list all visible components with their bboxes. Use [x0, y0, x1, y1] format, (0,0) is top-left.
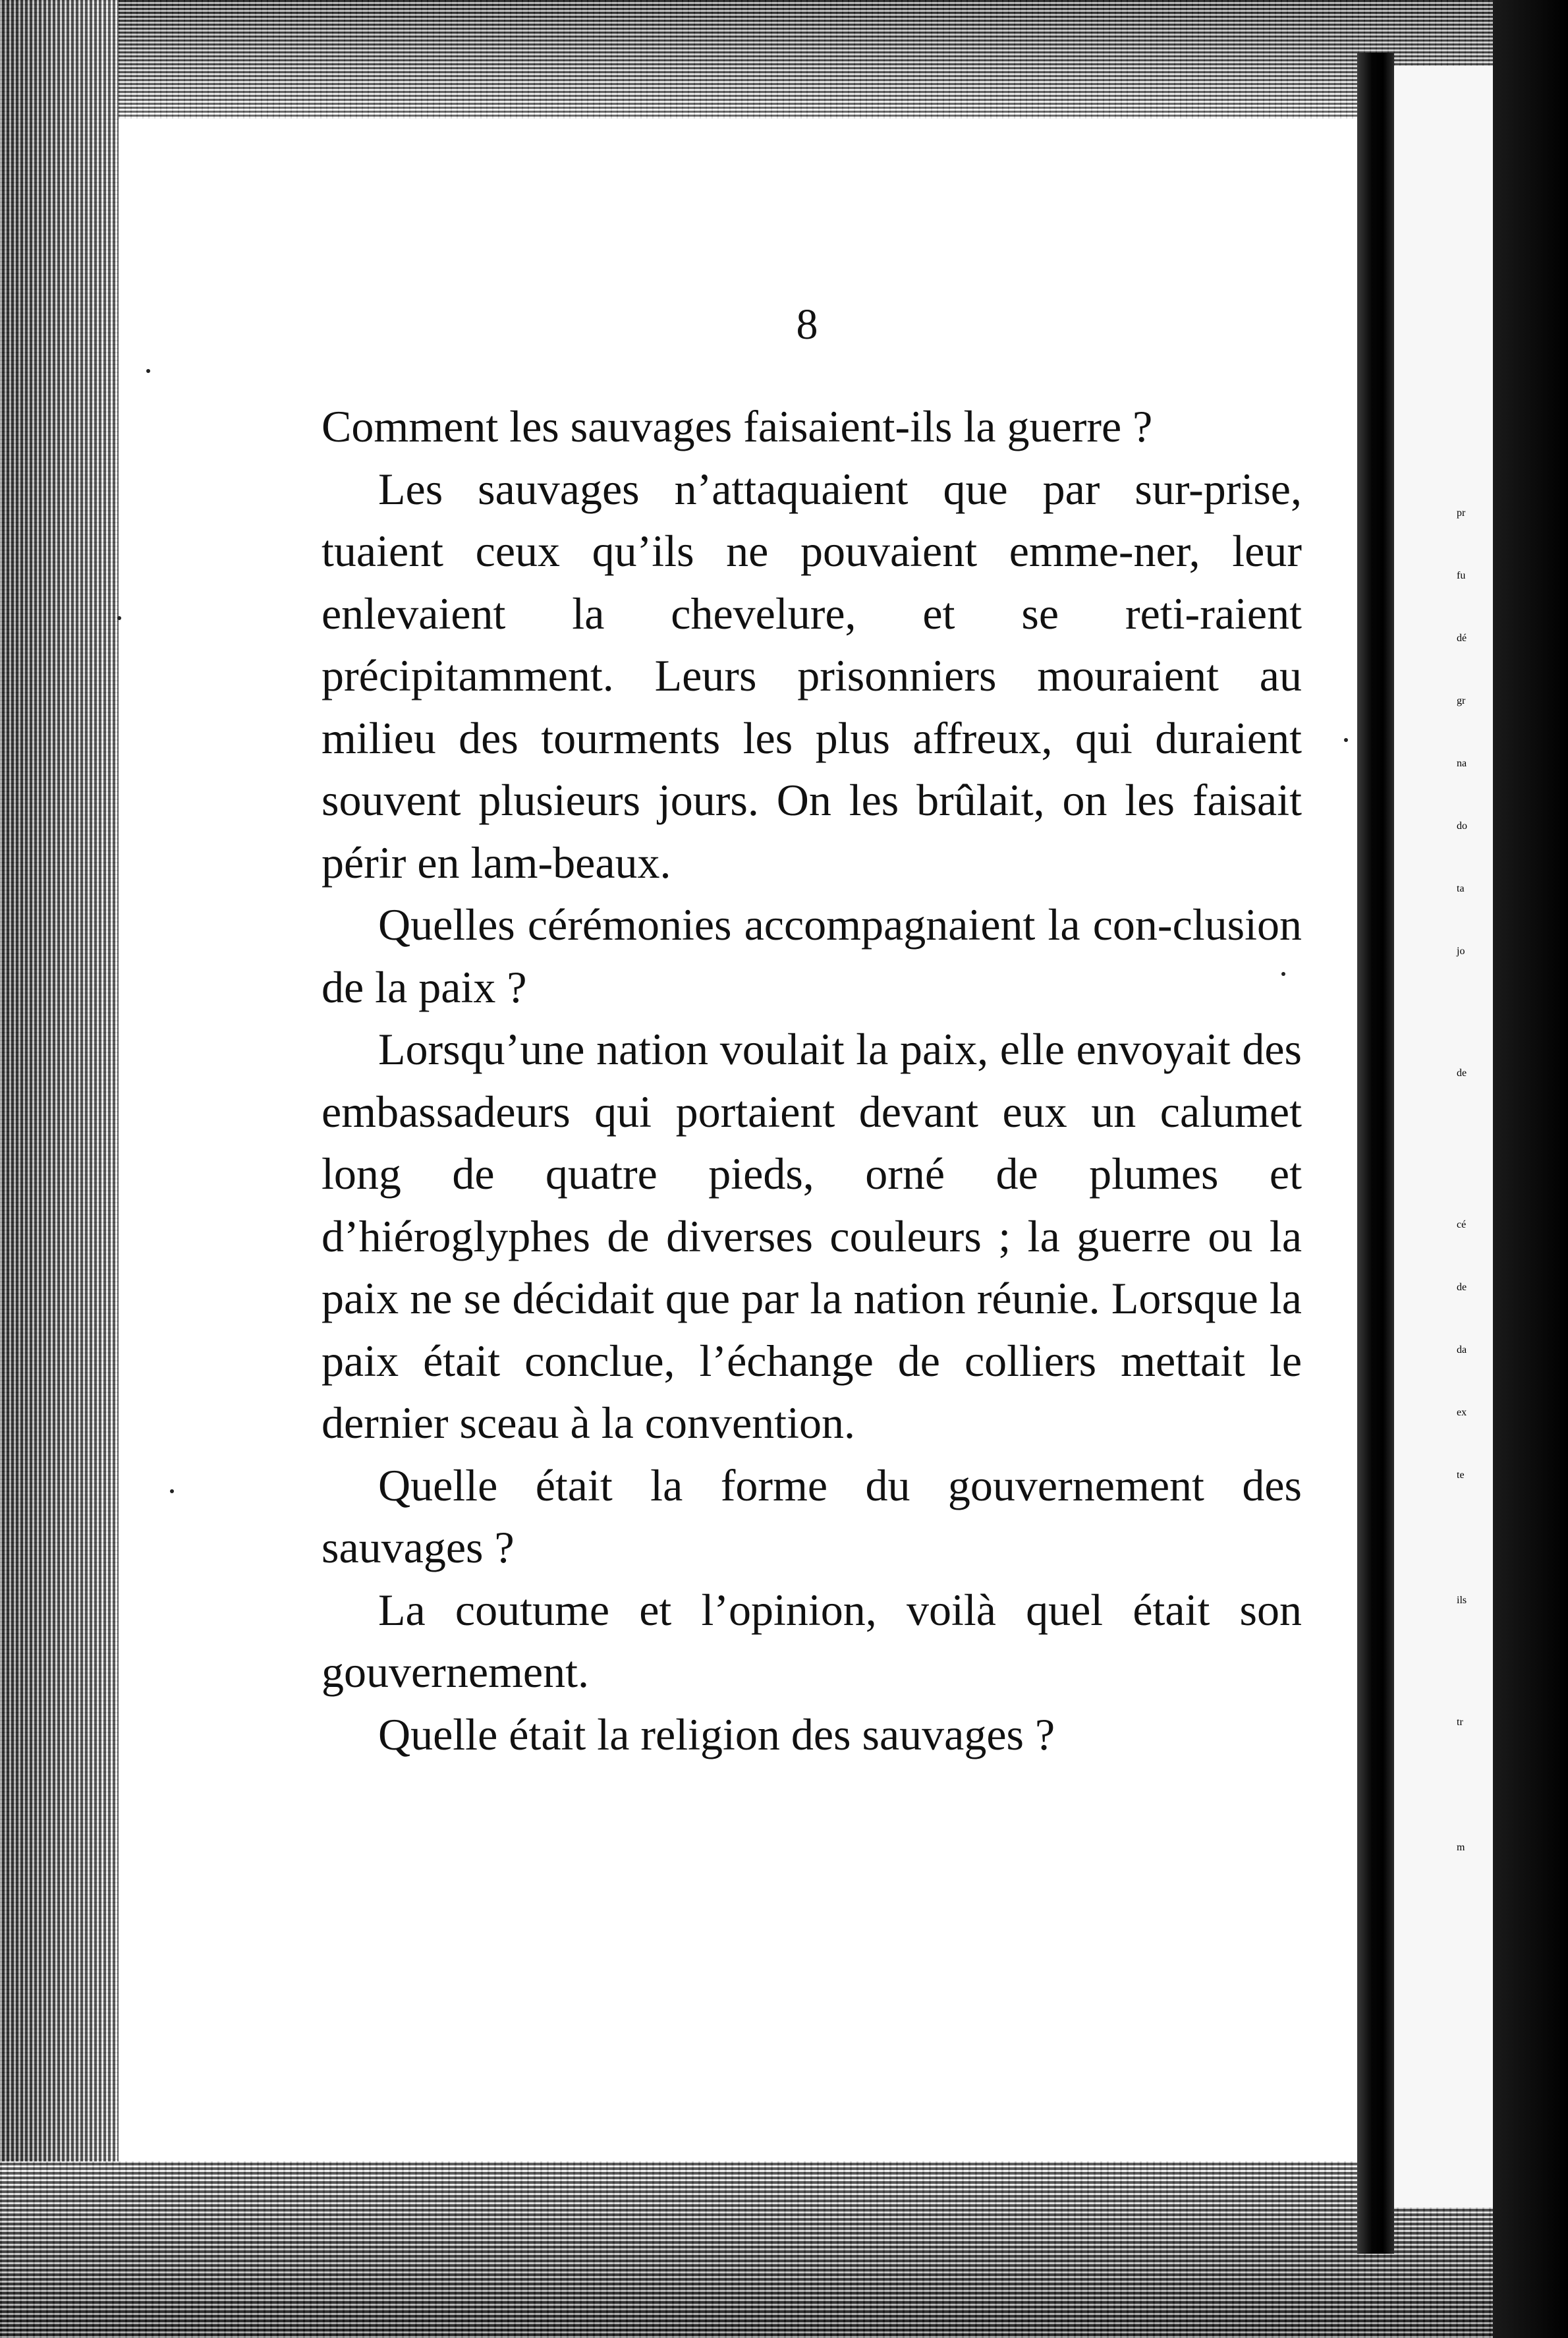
- facing-fragment: de: [1457, 1068, 1467, 1079]
- facing-page-text-clip: [1394, 0, 1493, 2338]
- question-paragraph: Quelles cérémonies accompagnaient la con-clusion de la paix ?: [322, 899, 1302, 1012]
- question-paragraph: Quelle était la forme du gouvernement des sauvages ?: [322, 1460, 1302, 1572]
- facing-fragment: na: [1457, 758, 1467, 769]
- facing-fragment: gr: [1457, 695, 1466, 706]
- scan-noise-bottom: [0, 2161, 1568, 2338]
- scan-edge-right: [1493, 0, 1568, 2338]
- scan-speck: [170, 1489, 174, 1493]
- scan-speck: [146, 369, 150, 373]
- scan-speck: [1344, 738, 1348, 742]
- facing-fragment: dé: [1457, 633, 1467, 644]
- question-paragraph: Quelle était la religion des sauvages ?: [378, 1709, 1055, 1759]
- facing-fragment: ta: [1457, 883, 1465, 894]
- question-paragraph: Comment les sauvages faisaient-ils la guerre ?: [322, 401, 1153, 451]
- facing-fragment: jo: [1457, 946, 1465, 957]
- facing-fragment: de: [1457, 1282, 1467, 1293]
- answer-paragraph: Lorsqu’une nation voulait la paix, elle envoyait des embassadeurs qui portaient devant eux un calumet long de quatre pieds, orné de plumes et d’hiéroglyphes de diverses couleurs ; la guerre ou la paix ne se décidait que par la nation réunie. Lorsque la paix était conclue, l’échange de colliers mettait le dernier sceau à la convention.: [322, 1024, 1302, 1448]
- facing-fragment: ils: [1457, 1595, 1467, 1606]
- answer-paragraph: Les sauvages n’attaquaient que par sur-prise, tuaient ceux qu’ils ne pouvaient emme-ner, leur enlevaient la chevelure, et se reti-raient précipitamment. Leurs prisonniers mouraient au milieu des tourments les plus affreux, qui duraient souvent plusieurs jours. On les brûlait, on les faisait périr en lam-beaux.: [322, 463, 1302, 888]
- facing-fragment: da: [1457, 1344, 1467, 1355]
- facing-fragment: do: [1457, 820, 1467, 832]
- facing-fragment: fu: [1457, 570, 1466, 581]
- book-gutter: [1357, 53, 1394, 2254]
- scan-noise-top: [0, 0, 1568, 119]
- scan-noise-left: [0, 0, 119, 2338]
- facing-fragment: tr: [1457, 1717, 1463, 1728]
- scan-speck: [117, 616, 121, 620]
- page-body-text: [322, 395, 1302, 1765]
- scan-speck: [1281, 972, 1285, 976]
- facing-fragment: ex: [1457, 1407, 1467, 1418]
- facing-fragment: m: [1457, 1842, 1465, 1853]
- facing-fragment: cé: [1457, 1219, 1467, 1230]
- answer-paragraph: La coutume et l’opinion, voilà quel était son gouvernement.: [322, 1584, 1302, 1697]
- facing-fragment: te: [1457, 1469, 1465, 1481]
- facing-fragment: pr: [1457, 507, 1466, 519]
- page-number: 8: [796, 300, 818, 349]
